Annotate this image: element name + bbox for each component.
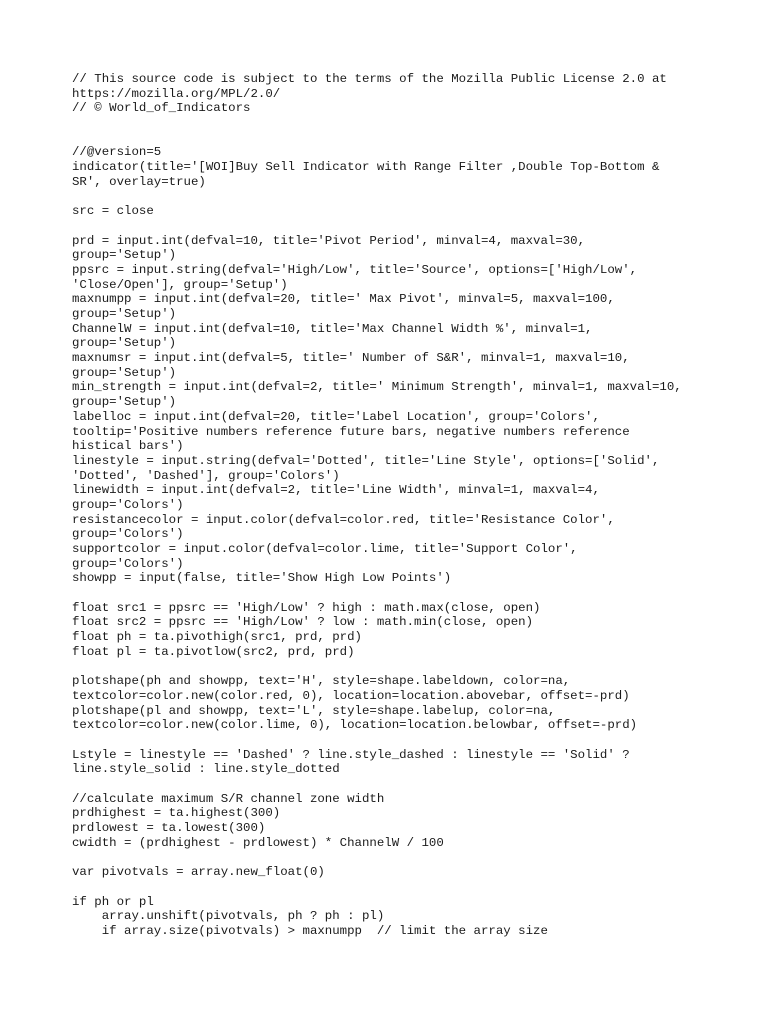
code-line: tooltip='Positive numbers reference future bars, negative numbers reference [72,424,630,439]
code-line: prdlowest = ta.lowest(300) [72,821,266,836]
code-line: supportcolor = input.color(defval=color.lime, title='Support Color', [72,542,578,556]
code-line [72,777,752,792]
code-line: SR', overlay=true) [72,174,206,189]
code-line [72,850,752,865]
code-line: // This source code is subject to the terms of the Mozilla Public License 2.0 at [72,72,667,86]
code-line: //calculate maximum S/R channel zone width [72,791,385,806]
code-line: textcolor=color.new(color.red, 0), location=location.abovebar, offset=-prd) [72,688,630,703]
code-line: plotshape(ph and showpp, text='H', style=shape.labeldown, color=na, [72,674,571,689]
code-line: array.unshift(pivotvals, ph ? ph : pl) [72,909,385,924]
code-line: group='Colors') [72,527,184,542]
code-line: group='Setup') [72,248,177,263]
code-line: prdhighest = ta.highest(300) [72,806,281,821]
code-line: min_strength = input.int(defval=2, title=' Minimum Strength', minval=1, maxval=10, [72,380,682,395]
code-line: https://mozilla.org/MPL/2.0/ [72,86,281,101]
code-line: 'Dotted', 'Dashed'], group='Colors') [72,468,340,483]
code-block [72,72,752,939]
code-line: if ph or pl [72,894,154,909]
code-line [72,190,752,205]
code-line: float src1 = ppsrc == 'High/Low' ? high : math.max(close, open) [72,600,541,615]
code-line: prd = input.int(defval=10, title='Pivot Period', minval=4, maxval=30, [72,233,586,248]
code-line: group='Setup') [72,365,177,380]
code-line: group='Setup') [72,336,177,351]
code-line: linewidth = input.int(defval=2, title='Line Width', minval=1, maxval=4, [72,483,600,498]
code-line: ChannelW = input.int(defval=10, title='Max Channel Width %', minval=1, [72,321,593,336]
code-line: labelloc = input.int(defval=20, title='Label Location', group='Colors', [72,409,600,424]
code-line: cwidth = (prdhighest - prdlowest) * ChannelW / 100 [72,835,444,850]
code-line: line.style_solid : line.style_dotted [72,762,340,777]
code-line: linestyle = input.string(defval='Dotted', title='Line Style', options=['Solid', [72,453,660,468]
code-line [72,131,752,146]
code-line: ppsrc = input.string(defval='High/Low', title='Source', options=['High/Low', [72,262,638,277]
code-line: float src2 = ppsrc == 'High/Low' ? low : math.min(close, open) [72,615,534,630]
code-line [72,660,752,675]
code-line: textcolor=color.new(color.lime, 0), location=location.belowbar, offset=-prd) [72,718,638,733]
code-line: maxnumsr = input.int(defval=5, title=' Number of S&R', minval=1, maxval=10, [72,351,630,366]
code-line: plotshape(pl and showpp, text='L', style=shape.labelup, color=na, [72,703,556,718]
code-line: maxnumpp = input.int(defval=20, title=' Max Pivot', minval=5, maxval=100, [72,292,615,307]
code-line: 'Close/Open'], group='Setup') [72,277,288,292]
code-line: float pl = ta.pivotlow(src2, prd, prd) [72,644,355,659]
code-line: Lstyle = linestyle == 'Dashed' ? line.style_dashed : linestyle == 'Solid' ? [72,747,630,762]
code-line: histical bars') [72,439,184,454]
code-line: if array.size(pivotvals) > maxnumpp // limit the array size [72,923,548,938]
code-line: indicator(title='[WOI]Buy Sell Indicator with Range Filter ,Double Top-Bottom & [72,160,660,175]
code-line [72,733,752,748]
code-line: group='Colors') [72,556,184,571]
code-line: // © World_of_Indicators [72,101,251,116]
code-line [72,880,752,895]
code-line: src = close [72,204,154,219]
code-line [72,586,752,601]
code-line: var pivotvals = array.new_float(0) [72,865,325,880]
code-line [72,219,752,234]
code-line: resistancecolor = input.color(defval=color.red, title='Resistance Color', [72,512,615,527]
code-line: group='Setup') [72,307,177,321]
code-line: group='Colors') [72,497,184,512]
code-line: //@version=5 [72,145,162,160]
code-line: showpp = input(false, title='Show High Low Points') [72,571,452,586]
code-line: float ph = ta.pivothigh(src1, prd, prd) [72,630,362,645]
code-line: group='Setup') [72,395,177,410]
code-line [72,116,752,131]
